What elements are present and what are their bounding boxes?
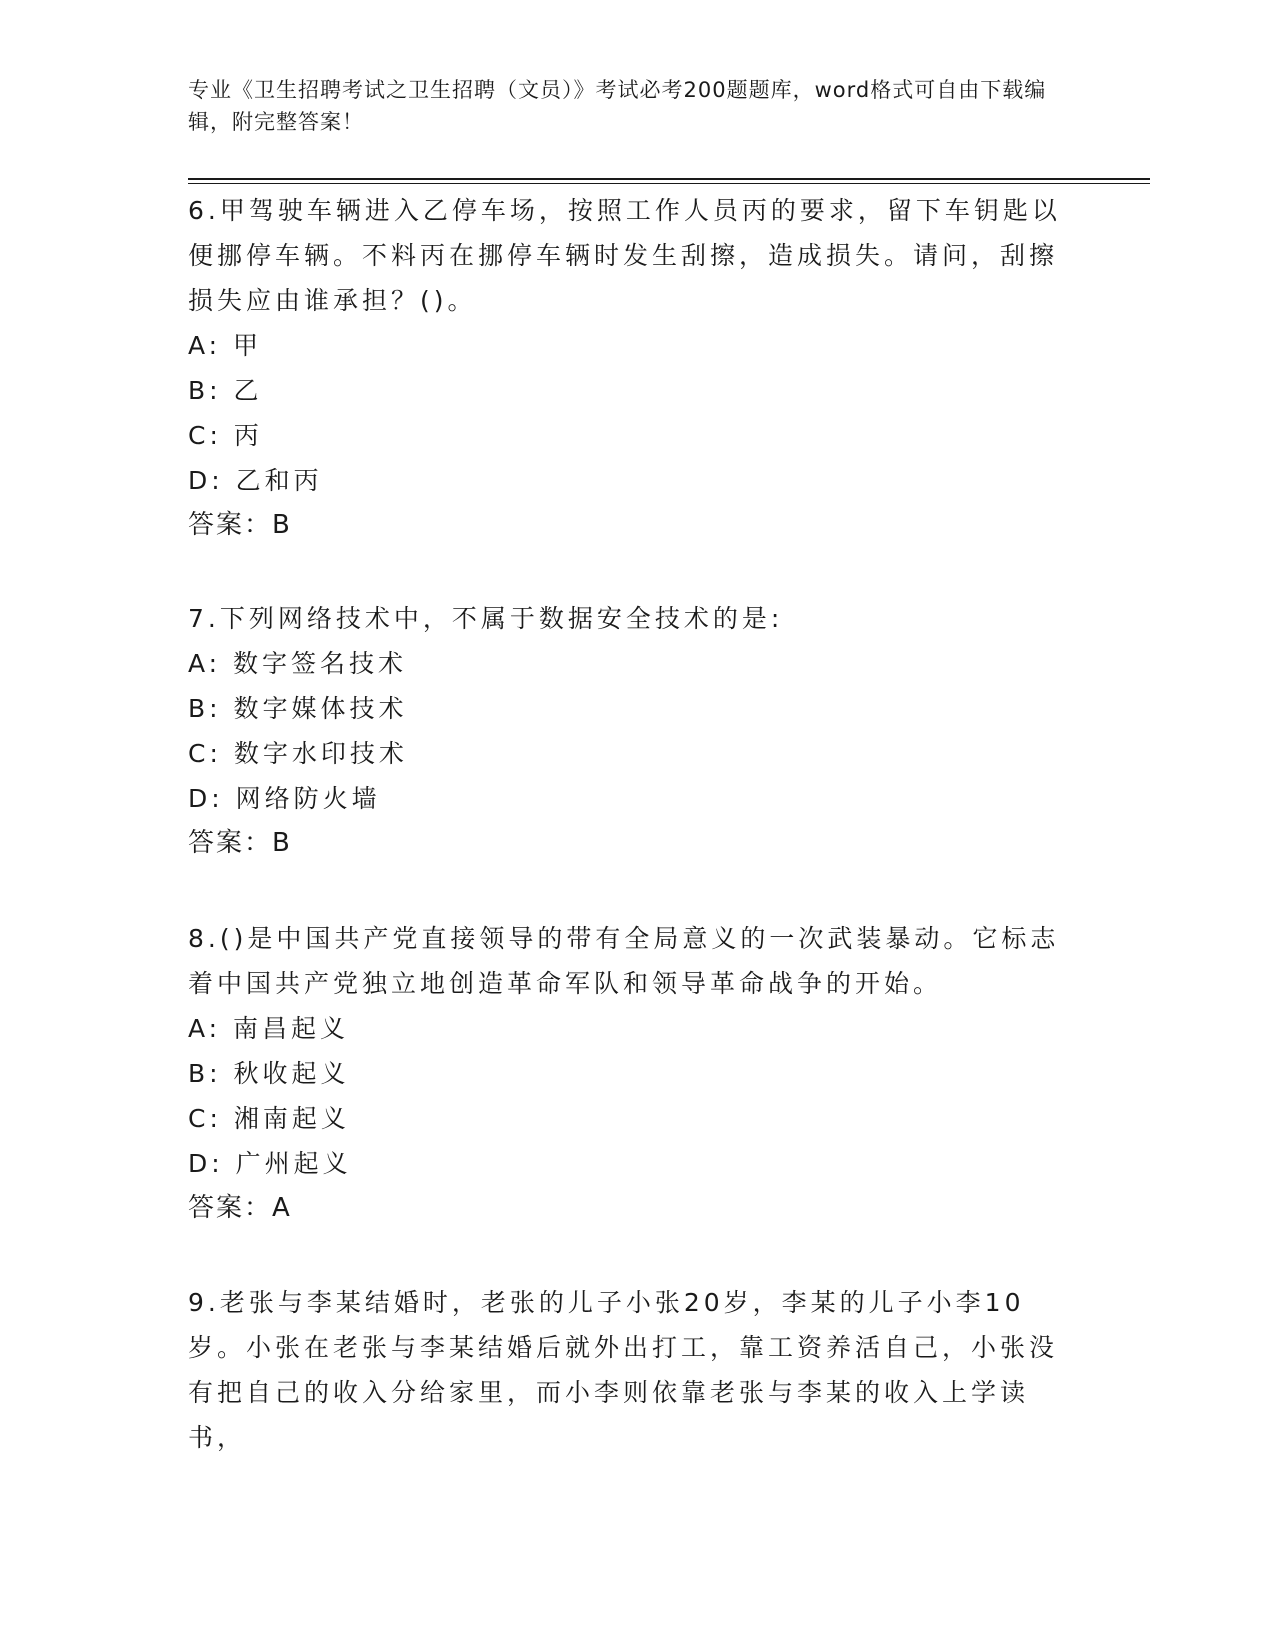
option-b: B: 数字媒体技术 [188,694,408,723]
option-d: D: 网络防火墙 [188,784,381,813]
document-header: 专业《卫生招聘考试之卫生招聘（文员）》考试必考200题题库，word格式可自由下载编辑，附完整答案！ [188,78,1047,134]
question-stem: 8.()是中国共产党直接领导的带有全局意义的一次武装暴动。它标志着中国共产党独立地创造革命军队和领导革命战争的开始。 [188,924,1060,998]
answer: 答案：B [188,510,292,540]
option-a: A: 南昌起义 [188,1014,350,1043]
question-7 [188,596,1068,866]
header-divider-thick [188,178,1150,180]
question-stem: 7.下列网络技术中，不属于数据安全技术的是: [188,604,784,633]
answer: 答案：A [188,1193,292,1223]
option-c: C: 数字水印技术 [188,739,408,768]
header-divider-thin [188,183,1150,184]
option-b: B: 乙 [188,376,263,405]
question-9 [188,1280,1068,1460]
question-stem: 9.老张与李某结婚时，老张的儿子小张20岁，李某的儿子小李10岁。小张在老张与李某结婚后就外出打工，靠工资养活自己，小张没有把自己的收入分给家里，而小李则依靠老张与李某的收入上学读书， [188,1288,1059,1452]
question-8 [188,916,1068,1231]
option-c: C: 湘南起义 [188,1104,350,1133]
answer: 答案：B [188,828,292,858]
option-a: A: 数字签名技术 [188,649,408,678]
option-a: A: 甲 [188,331,263,360]
question-stem: 6.甲驾驶车辆进入乙停车场，按照工作人员丙的要求，留下车钥匙以便挪停车辆。不料丙在挪停车辆时发生刮擦，造成损失。请问，刮擦损失应由谁承担？()。 [188,196,1061,315]
option-d: D: 广州起义 [188,1149,352,1178]
question-6 [188,188,1068,548]
option-c: C: 丙 [188,421,263,450]
option-d: D: 乙和丙 [188,466,323,495]
option-b: B: 秋收起义 [188,1059,350,1088]
